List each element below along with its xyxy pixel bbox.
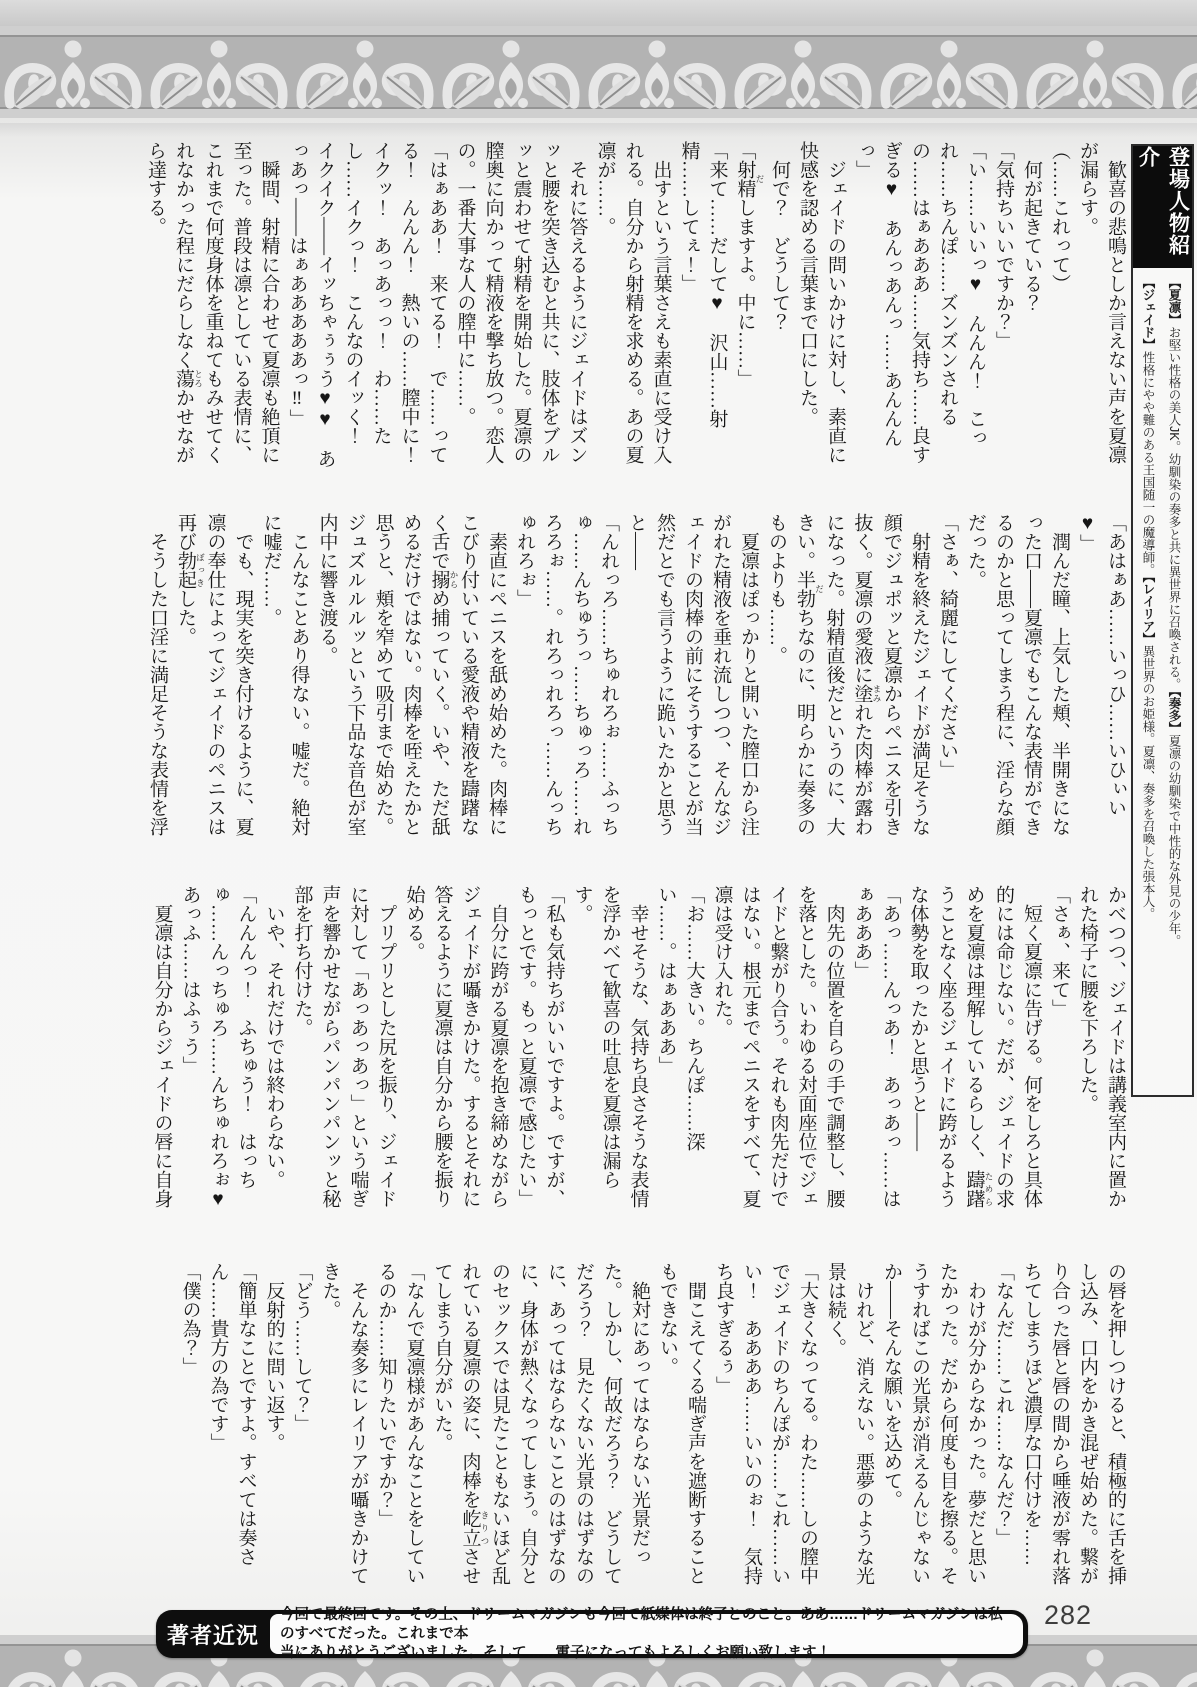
paragraph: 聞こえてくる喘ぎ声を遮断することもできない。 [657,1262,706,1585]
paragraph: 潤んだ瞳、上気した頬、半開きになった口――夏凛でもこんな表情ができるのかと思ってしまう程に、淫らな顔だった。 [965,513,1070,836]
paragraph: ジェイドの問いかけに対し、素直に快感を認める言葉まで口にした。 [797,141,846,464]
paragraph: プリプリとした尻を振り、ジェイドに対して「あっあっあっ」という喘ぎ声を響かせながらパンパンパンッと秘部を打ち付けた。 [291,885,397,1208]
paragraph: 「なんで夏凛様があんなことをしているのか……知りたいですか？」 [375,1262,425,1585]
paragraph: の唇を押しつけると、積極的に舌を挿し込み、口内をかき混ぜ始めた。繋がり合った唇と唇の間から唾液が零れ落ちてしまうほど濃厚な口付けを…… [1021,1262,1126,1585]
paragraph: そんな奏多にレイリアが囁きかけてきた。 [319,1262,369,1585]
top-frieze-pattern [0,26,1197,118]
story-band-1 [141,141,1129,483]
author-note-line-1: 今回で最終回です。その上、ドリームマガジンも今回で紙媒体は終了とのこと。ああ……ドリームマガジンは私のすべてだった。これまで本 [280,1606,1003,1642]
paragraph: こんなことあり得ない。嘘だ。絶対に嘘だ……。 [260,513,310,836]
paragraph: 肉先の位置を自らの手で調整し、腰を落とした。いわゆる対面座位でジェイドと繋がり合う。それも肉先だけではない。根元までペニスをすべて、夏凛は受け入れた。 [711,885,845,1208]
paragraph: 【ジェイド】性格にやや難のある王国随一の魔導師。【レイリア】異世界のお姫様。夏凛、奏多を召喚した張本人。 [1141,276,1155,920]
paragraph: 短く夏凛に告げる。何をしろと具体的には命じない。だが、ジェイドの求めを夏凛は理解しているらしく、躊躇 ためらうことなく座るジェイドに跨がるような体勢を取ったかと思うと―― [907,885,1042,1208]
top-border-strip [0,0,1197,26]
paragraph: 夏凛はぽっかりと開いた膣口から注がれた精液を垂れ流しつつ、そんなジェイドの肉棒の前にそうすることが当然だとでも言うように跪いたかと思うと―― [626,513,759,836]
author-note-label: 著者近況 [166,1622,259,1648]
paragraph: わけが分からなかった。夢だと思いたかった。だから何度も目を擦る。そうすればこの光景が消えるんじゃないか――そんな願いを込めて。 [881,1262,986,1585]
paragraph: 「んんんっ！ ふちゅう！ はっちゅ……んっちゅろ……んちゅれろぉ♥ あっふ……はふぅう」 [179,885,257,1229]
paragraph: 「私も気持ちがいいですよ。ですが、もっとです。もっと夏凛で感じたい」 [515,885,565,1208]
paragraph: 【夏凛】お堅い性格の美人JK。幼馴染の奏多と共に異世界に召喚される。【奏多】夏凛の幼馴染で中性的な外見の少年。 [1167,276,1181,947]
paragraph: （……これって） [1049,141,1070,293]
paragraph: 「さぁ、来て」 [1049,885,1070,1018]
paragraph: 反射的に問い返す。 [263,1262,285,1452]
paragraph: 「あはぁあ……いっひ……いひぃい♥」 [1077,513,1126,817]
paragraph: けれど、消えない。悪夢のような光景は続く。 [825,1262,874,1585]
character-intro-title: 登場人物紹介 [1133,146,1192,268]
paragraph: 歓喜の悲鳴としか言えない声を夏凛が漏らす。 [1077,141,1126,464]
paragraph: 「さぁ、綺麗にしてください」 [937,513,958,779]
paragraph: いや、それだけでは終わらない。 [263,885,285,1189]
paragraph: 出すという言葉さえも素直に受け入れる。自分から射精を求める。あの夏凛が……。 [594,141,672,464]
paragraph: 「大きくなってる。わた……しの膣中でジェイドのちんぽが……これ……いい！ ああああ……いいのぉ！ 気持ち良すぎるぅ」 [713,1262,818,1585]
paragraph: 絶対にあってはならない光景だった。しかし、何故だろう？ どうしてだろう？ 見たくない光景のはずなのに、あってはならないことのはずなのに、身体が熱くなってしまう。自分とのセックスでは見たこともないほど乱れている夏凛の姿に、肉棒を屹立 きりつさせてしまう自分がいた。 [431,1262,650,1585]
paragraph: 何で？ どうして？ [769,141,790,331]
paragraph: 射精を終えたジェイドが満足そうな顔でジュポッと夏凛からペニスを引き抜く。夏凛の愛液に塗 まみれた肉棒が露わになった。射精直後だというのに、大きい。半勃 だちなのに、明らかに奏多のものよりも……。 [766,513,930,836]
paragraph: 「んれっろ……ちゅれろぉ……ふっちゅ……んちゅうっ……ちゅっろ……れろろぉ……。れろっれろっ……んっちゅれろぉ」 [514,513,619,836]
paragraph: かべつつ、ジェイドは講義室内に置かれた椅子に腰を下ろした。 [1077,885,1126,1208]
paragraph: 瞬間、射精に合わせて夏凛も絶頂に至った。普段は凛としている表情に、これまで何度身体を重ねてもみせてくれなかった程にだらしなく蕩 とろかせながら達する。 [145,141,280,464]
story-band-2 [141,513,1129,845]
story-band-4 [141,1262,1129,1598]
paragraph: 「僕の為？」 [179,1262,201,1376]
paragraph: それに答えるようにジェイドはズンッと腰を突き込むと共に、肢体をブルッと震わせて射精を開始した。夏凛の膣奥に向かって精液を撃ち放つ。恋人の。一番大事な人の膣中に……。 [454,141,588,464]
paragraph: 「どう……して？」 [291,1262,313,1433]
paragraph: 幸せそうな、気持ち良さそうな表情を浮かべて歓喜の吐息を夏凛は漏らす。 [571,885,649,1208]
page-number: 282 [1044,1600,1093,1630]
paragraph: 「射精 だしますよ。中に……」 [734,141,765,388]
character-intro-text [1133,268,1189,1095]
paragraph: 「い……いいっ♥ んんん！ こっれ……ちんぽ……ズンズンされるの……はぁあああ……気持ち……良すぎる♥ あんっあんっ……あんんんっ」 [853,141,986,464]
author-note-bar [156,1606,1028,1661]
paragraph: 何が起きている？ [1021,141,1042,312]
top-border-shadow [0,123,1197,137]
paragraph: 「気持ちいいですか？」 [993,141,1014,350]
paragraph: 「なんだ……これ……なんだ？」 [993,1262,1014,1547]
paragraph: 「来て……だして♥ 沢山……射精……してぇ！」 [678,141,728,428]
story-band-3 [141,885,1129,1229]
paragraph: でも、現実を突き付けるように、夏凛の奉仕によってジェイドのペニスは再び勃起 ぼっきした。 [175,513,254,836]
author-note-line-2: 当にありがとうございました。そして……電子になってもよろしくお願い致します！ [280,1644,831,1661]
author-note-text [270,1606,1023,1661]
paragraph: 素直にペニスを舐め始めた。肉棒にこびり付いている愛液や精液を躊躇なく舌で搦 からめ捕っていく。いや、ただ舐めるだけではない。肉棒を咥えたかと思うと、頬を窄めて吸引まで始めた。ジュズルルルッという下品な音色が室内中に響き渡る。 [316,513,507,836]
paragraph: 「あっ……んっあ！ あっあっ……はぁあああ」 [851,885,901,1208]
paragraph: そうした口淫に満足そうな表情を浮 [147,513,168,836]
paragraph: 夏凛は自分からジェイドの唇に自身 [151,885,173,1208]
paragraph: 「お……大きい。ちんぽ……深い……。はぁあああ」 [655,885,705,1151]
paragraph: 「はぁああ！ 来てる！ で……ってる！ んんん！ 熱いの……膣中に！ イクッ！ あっあっっ！ わ……たし……イクっ！ こんなのイッく！ イクイク――イッちゃぅぅう♥♥ あっあっ――はぁあああああっ‼」 [286,141,448,483]
paragraph: 自分に跨がる夏凛を抱き締めながらジェイドが囁きかけた。するとそれに答えるように夏凛は自分から腰を振り始める。 [403,885,509,1208]
character-intro-box [1131,144,1194,1097]
top-ornament-border [0,0,1197,134]
paragraph: 「簡単なことですよ。すべては奏さん……貴方の為です」 [207,1262,257,1566]
